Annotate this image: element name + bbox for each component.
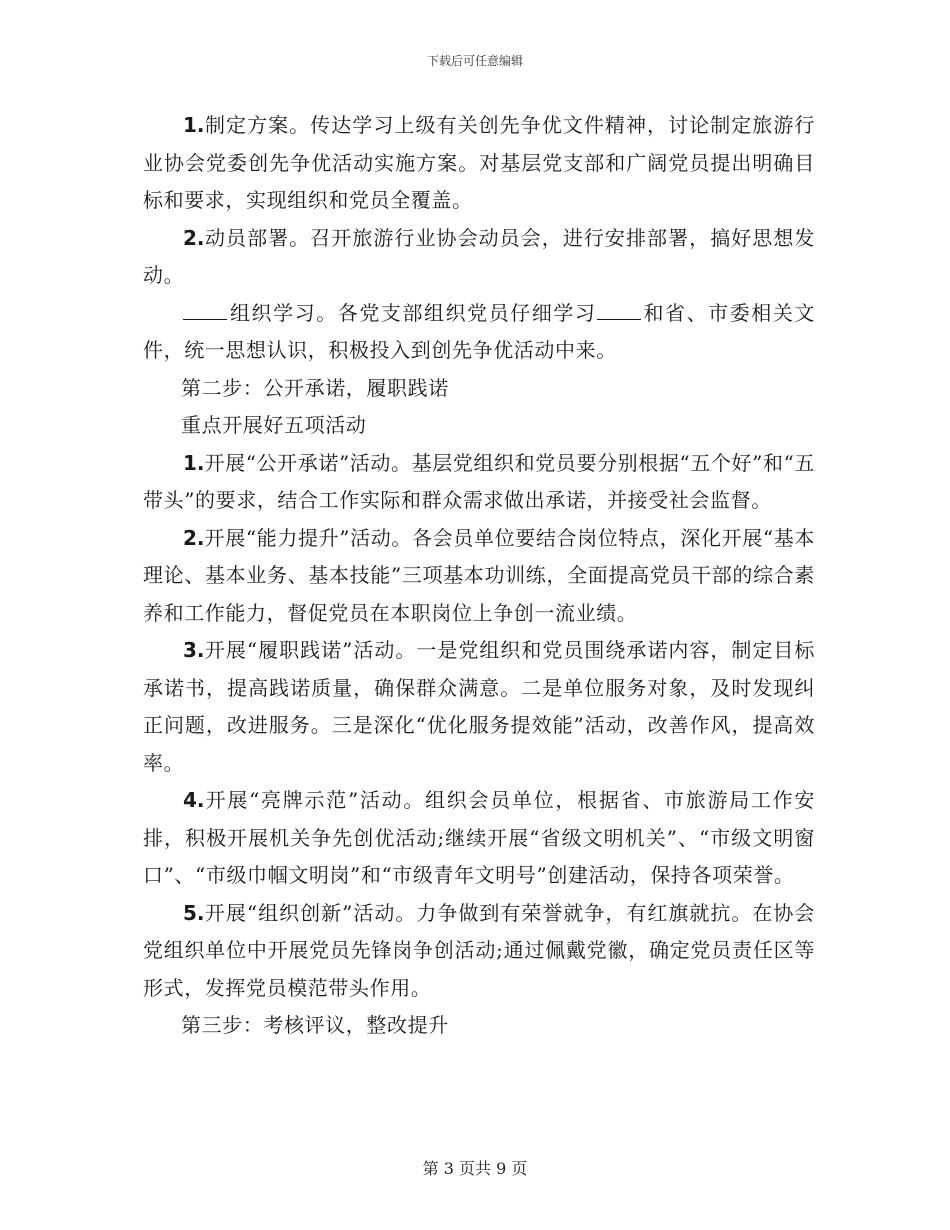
- subheading-five-activities: [143, 407, 815, 445]
- paragraph-text: 第二步：公开承诺，履职践诺: [181, 375, 449, 400]
- item-number: 2.: [183, 225, 205, 250]
- page-number: 第 3 页共 9 页: [422, 1159, 528, 1178]
- paragraph-3: [143, 295, 815, 370]
- paragraph-text: 制定方案。传达学习上级有关创先争优文件精神，讨论制定旅游行业协会党委创先争优活动实施方案。对基层党支部和广阔党员提出明确目标和要求，实现组织和党员全覆盖。: [143, 113, 815, 212]
- paragraph-text: 重点开展好五项活动: [181, 413, 367, 437]
- paragraph-activity-1: [143, 445, 815, 520]
- document-body: [143, 107, 815, 1045]
- paragraph-text: 开展“组织创新”活动。力争做到有荣誉就争，有红旗就抗。在协会党组织单位中开展党员先锋岗争创活动;通过佩戴党徽，确定党员责任区等形式，发挥党员模范带头作用。: [143, 900, 815, 1000]
- paragraph-text: 开展“能力提升”活动。各会员单位要结合岗位特点，深化开展“基本理论、基本业务、基本技能”三项基本功训练，全面提高党员干部的综合素养和工作能力，督促党员在本职岗位上争创一流业绩。: [143, 525, 815, 625]
- paragraph-activity-2: [143, 520, 815, 633]
- page-header-note: 下载后可任意编辑: [426, 54, 523, 68]
- paragraph-activity-3: [143, 632, 815, 782]
- fill-in-blank: [183, 299, 227, 320]
- paragraph-activity-4: [143, 782, 815, 895]
- step-three-heading: [143, 1007, 815, 1045]
- step-two-heading: [143, 370, 815, 408]
- paragraph-text-b: 和省、市委相关文件，统一思想认识，积极投入到创先争优活动中来。: [143, 300, 815, 362]
- paragraph-text: 开展“履职践诺”活动。一是党组织和党员围绕承诺内容，制定目标承诺书，提高践诺质量，确保群众满意。二是单位服务对象，及时发现纠正问题，改进服务。三是深化“优化服务提效能”活动，改善作风，提高效率。: [143, 638, 815, 775]
- item-number: 1.: [183, 450, 205, 475]
- fill-in-blank: [597, 299, 641, 320]
- paragraph-text: 开展“亮牌示范”活动。组织会员单位，根据省、市旅游局工作安排，积极开展机关争先创优活动;继续开展“省级文明机关”、“市级文明窗口”、“市级巾帼文明岗”和“市级青年文明号”创建活动，保持各项荣誉。: [143, 788, 815, 887]
- item-number: 2.: [183, 525, 205, 550]
- item-number: 1.: [183, 113, 205, 137]
- item-number: 5.: [183, 900, 205, 925]
- paragraph-1: [143, 107, 815, 220]
- item-number: 3.: [183, 638, 205, 662]
- paragraph-text: 第三步：考核评议，整改提升: [181, 1013, 449, 1037]
- item-number: 4.: [183, 788, 205, 812]
- paragraph-text-a: 组织学习。各党支部组织党员仔细学习: [229, 300, 597, 325]
- paragraph-text: 开展“公开承诺”活动。基层党组织和党员要分别根据“五个好”和“五带头”的要求，结合工作实际和群众需求做出承诺，并接受社会监督。: [143, 450, 815, 512]
- paragraph-2: [143, 220, 815, 295]
- paragraph-activity-5: [143, 895, 815, 1008]
- paragraph-text: 动员部署。召开旅游行业协会动员会，进行安排部署，搞好思想发动。: [143, 225, 815, 287]
